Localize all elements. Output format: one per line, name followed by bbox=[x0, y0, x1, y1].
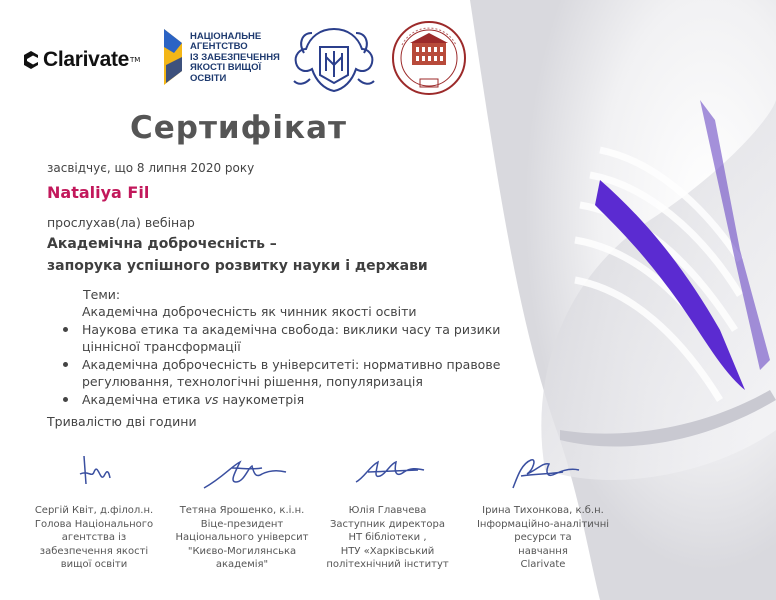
signatory-line: Голова Національного bbox=[34, 518, 154, 530]
signatory-line: Тетяна Ярошенко, к.і.н. bbox=[179, 505, 305, 516]
university-seal-icon bbox=[390, 17, 468, 99]
signatory-kvit bbox=[24, 448, 164, 572]
signatory-caption bbox=[172, 504, 312, 572]
signatory-line: Заступник директора bbox=[330, 518, 445, 530]
certifies-date-text: засвідчує, що 8 липня 2020 року bbox=[47, 161, 255, 175]
naqa-wordmark bbox=[190, 32, 280, 85]
webinar-topic-line2: запорука успішного розвитку науки і держави bbox=[47, 258, 428, 274]
naqa-line: ІЗ ЗАБЕЗПЕЧЕННЯ bbox=[190, 51, 280, 63]
signatory-hlavcheva bbox=[320, 448, 455, 572]
signatory-line: "Києво-Могилянська bbox=[187, 545, 297, 557]
certificate-title: Сертифікат bbox=[130, 110, 347, 146]
listened-webinar-text: прослухав(ла) вебінар bbox=[47, 215, 195, 230]
signatory-line: Сергій Квіт, д.філол.н. bbox=[34, 505, 154, 516]
signatory-line: Ірина Тихонкова, к.б.н. bbox=[482, 505, 604, 516]
naqa-line: ЯКОСТІ ВИЩОЇ ОСВІТИ bbox=[190, 62, 262, 84]
signature-icon bbox=[192, 448, 292, 498]
theme-text: Академічна доброчесність як чинник якості освіти bbox=[82, 304, 417, 319]
signatory-line: Юлія Главчева bbox=[348, 505, 427, 516]
theme-text: Академічна етика vs наукометрія bbox=[82, 392, 305, 407]
academy-crest-icon bbox=[290, 23, 378, 97]
signatory-caption bbox=[24, 504, 164, 572]
signatory-line: політехнічний інститут bbox=[326, 559, 449, 570]
clarivate-logo bbox=[22, 48, 140, 72]
signatory-line: Віце-президент bbox=[200, 518, 284, 530]
duration-text: Тривалістю дві години bbox=[47, 414, 197, 429]
signatures-row bbox=[0, 448, 776, 598]
signature-icon bbox=[338, 448, 438, 498]
theme-item bbox=[60, 303, 530, 320]
bullet-icon bbox=[63, 327, 68, 332]
signatory-line: Clarivate bbox=[520, 559, 566, 570]
signatory-line: Інформаційно-аналітичні bbox=[476, 518, 610, 530]
signatory-caption bbox=[320, 504, 455, 572]
theme-text: Академічна доброчесність в університеті: нормативно правове регулювання, технологічні рішення, популяризація bbox=[82, 357, 501, 389]
signatory-line: академія" bbox=[215, 559, 269, 570]
logo-row bbox=[0, 15, 776, 105]
naqa-line: АГЕНТСТВО bbox=[190, 41, 248, 53]
theme-text: Наукова етика та академічна свобода: виклики часу та ризики ціннісної трансформації bbox=[82, 322, 501, 354]
signatory-caption bbox=[468, 504, 618, 572]
signatory-line: агентства із bbox=[61, 532, 127, 543]
bullet-icon bbox=[63, 397, 68, 402]
signatory-line: НТУ «Харківський bbox=[340, 545, 435, 557]
clarivate-wordmark: Clarivate bbox=[43, 48, 130, 71]
themes-list bbox=[60, 303, 530, 409]
signatory-line: Національного університ bbox=[175, 532, 309, 543]
signature-icon bbox=[493, 448, 593, 498]
naqa-logo bbox=[162, 27, 280, 89]
theme-item bbox=[60, 356, 530, 390]
signatory-line: забезпечення якості bbox=[39, 545, 149, 557]
signatory-tykhonkova bbox=[468, 448, 618, 572]
naqa-line: НАЦІОНАЛЬНЕ bbox=[190, 30, 262, 42]
kyiv-mohyla-seal bbox=[290, 23, 378, 101]
theme-item bbox=[60, 391, 530, 408]
clarivate-mark-icon bbox=[22, 50, 40, 70]
bullet-icon bbox=[63, 362, 68, 367]
signatory-line: ресурси та bbox=[514, 532, 572, 543]
themes-heading: Теми: bbox=[83, 287, 121, 302]
webinar-topic-line1: Академічна доброчесність – bbox=[47, 236, 277, 252]
signatory-line: навчання bbox=[518, 545, 568, 557]
theme-item bbox=[60, 321, 530, 355]
signatory-line: вищої освіти bbox=[60, 559, 128, 570]
signatory-line: НТ бібліотеки , bbox=[348, 532, 427, 543]
ntu-khpi-seal bbox=[390, 17, 468, 103]
signatory-yaroshenko bbox=[172, 448, 312, 572]
signature-icon bbox=[54, 448, 134, 498]
naqa-mark-icon bbox=[162, 27, 186, 89]
recipient-name: Nataliya Fil bbox=[47, 183, 150, 202]
clarivate-trademark: TM bbox=[130, 56, 141, 64]
